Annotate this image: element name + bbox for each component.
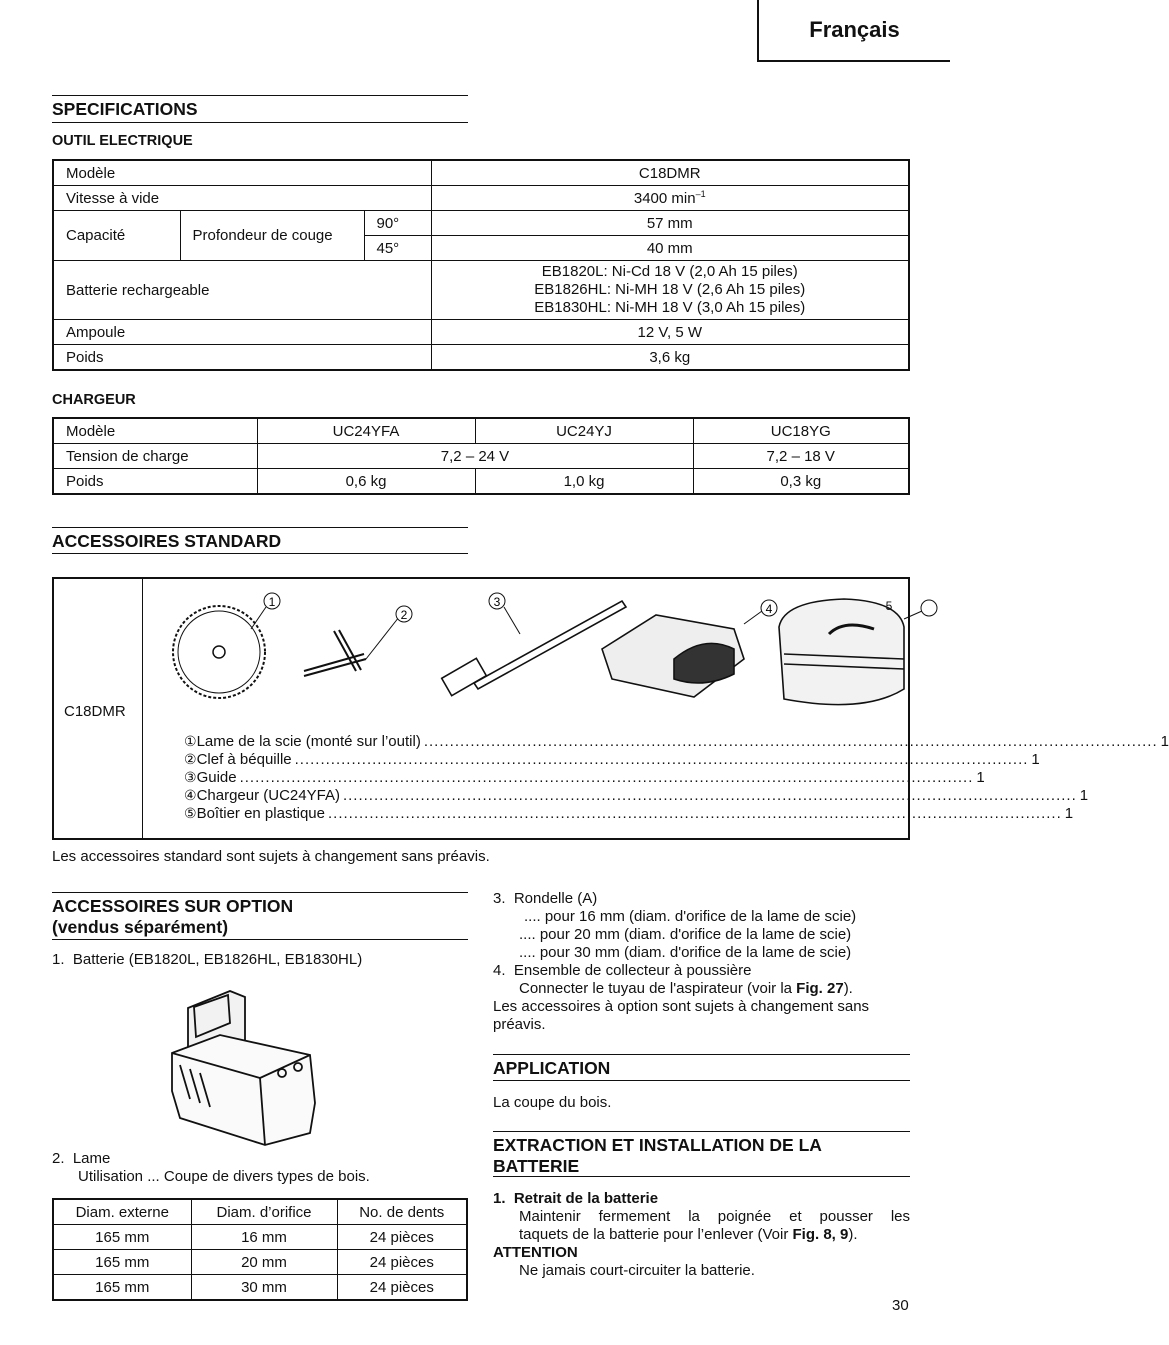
- step-1-line-b: [519, 1226, 858, 1244]
- washer-line: .... pour 20 mm (diam. d'orifice de la lame de scie): [519, 926, 852, 943]
- page-number: 30: [892, 1297, 909, 1314]
- list-item: [184, 733, 1169, 751]
- spec-value: C18DMR: [431, 160, 909, 186]
- callout-5-icon: [921, 600, 937, 616]
- spec-label: Batterie rechargeable: [53, 261, 431, 320]
- model-label: C18DMR: [64, 703, 126, 720]
- fig-reference: Fig. 27: [796, 980, 844, 997]
- application-text: La coupe du bois.: [493, 1094, 612, 1111]
- optional-note: Les accessoires à option sont sujets à changement sans préavis.: [493, 998, 870, 1033]
- language-tab: Français: [757, 0, 950, 62]
- optional-title-line1: ACCESSOIRES SUR OPTION: [52, 896, 294, 916]
- spec-label: Vitesse à vide: [53, 186, 431, 211]
- table-row: [53, 418, 909, 444]
- battery-line: EB1830HL: Ni-MH 18 V (3,0 Ah 15 piles): [534, 299, 806, 316]
- list-item: [184, 805, 1074, 823]
- column-header: No. de dents: [337, 1199, 467, 1225]
- item-label: Lame de la scie (monté sur l’outil): [196, 733, 421, 750]
- item-qty: 1: [1079, 787, 1089, 804]
- leader-dots: ..............................................................................................................................................: [327, 805, 1062, 822]
- callout-1-label: 1: [268, 595, 276, 609]
- table-row: [53, 1250, 467, 1275]
- spec-value: UC24YJ: [475, 418, 693, 444]
- spec-label: Ampoule: [53, 320, 431, 345]
- item-number: ④: [184, 787, 197, 803]
- standard-note: Les accessoires standard sont sujets à changement sans préavis.: [52, 848, 490, 865]
- item-4-text: Connecter le tuyau de l'aspirateur (voir la: [519, 980, 797, 997]
- leader-dots: ..............................................................................................................................................: [423, 733, 1158, 750]
- standard-accessories-box: [52, 577, 1169, 840]
- item-number: ①: [184, 733, 197, 749]
- tool-heading: OUTIL ELECTRIQUE: [52, 133, 193, 149]
- item-number: ③: [184, 769, 197, 785]
- spec-value: 40 mm: [431, 236, 909, 261]
- guide-icon: [442, 601, 626, 696]
- step-1-title: 1. Retrait de la batterie: [493, 1190, 659, 1207]
- spec-value: 7,2 – 24 V: [257, 444, 693, 469]
- spec-value: 57 mm: [431, 211, 909, 236]
- leader-dots: ..............................................................................................................................................: [294, 751, 1029, 768]
- column-header: Diam. externe: [53, 1199, 191, 1225]
- spec-label: Modèle: [53, 418, 257, 444]
- optional-item-1: 1. Batterie (EB1820L, EB1826HL, EB1830HL): [52, 951, 363, 968]
- step-1-end: ).: [848, 1226, 858, 1243]
- standard-title: ACCESSOIRES STANDARD: [52, 527, 468, 554]
- battery-line: EB1826HL: Ni-MH 18 V (2,6 Ah 15 piles): [534, 281, 806, 298]
- spec-value: 0,3 kg: [693, 469, 909, 495]
- step-1-line-a: Maintenir fermement la poignée et pousser les: [519, 1208, 910, 1225]
- model-column: [54, 579, 143, 838]
- spec-label: Modèle: [53, 160, 431, 186]
- washer-line: .... pour 30 mm (diam. d'orifice de la lame de scie): [519, 944, 852, 961]
- optional-item-3: 3. Rondelle (A): [493, 890, 598, 907]
- list-item: [184, 769, 985, 787]
- item-4-end: ).: [843, 980, 853, 997]
- charger-spec-table: [52, 417, 910, 495]
- item-qty: 1: [976, 769, 985, 786]
- item-number: ⑤: [184, 805, 197, 821]
- specs-title: SPECIFICATIONS: [52, 95, 468, 123]
- speed-exponent: –1: [695, 189, 706, 199]
- table-cell: 165 mm: [53, 1250, 191, 1275]
- spec-label: Tension de charge: [53, 444, 257, 469]
- table-cell: 24 pièces: [337, 1275, 467, 1301]
- callout-2-label: 2: [400, 608, 408, 622]
- callout-4-icon: [761, 600, 777, 616]
- callout-2-icon: [396, 606, 412, 622]
- washer-line: .... pour 16 mm (diam. d'orifice de la lame de scie): [524, 908, 857, 925]
- battery-values: [431, 261, 909, 320]
- callout-1-icon: [264, 593, 280, 609]
- table-cell: 16 mm: [191, 1225, 337, 1250]
- table-row: [53, 211, 909, 236]
- column-header: Diam. d’orifice: [191, 1199, 337, 1225]
- table-row: [53, 320, 909, 345]
- table-row: [53, 345, 909, 371]
- item-label: Boîtier en plastique: [196, 805, 325, 822]
- wrench-icon: [304, 617, 399, 676]
- item-qty: 1: [1031, 751, 1040, 768]
- accessory-list: [184, 733, 1169, 823]
- table-cell: 30 mm: [191, 1275, 337, 1301]
- table-cell: 24 pièces: [337, 1225, 467, 1250]
- list-item: [184, 751, 1040, 769]
- charger-icon: [602, 611, 762, 697]
- optional-item-4-text: [519, 980, 853, 998]
- table-row: [53, 1225, 467, 1250]
- table-cell: 24 pièces: [337, 1250, 467, 1275]
- attention-text: Ne jamais court-circuiter la batterie.: [519, 1262, 755, 1279]
- speed-value: 3400 min: [633, 190, 696, 207]
- list-item: [184, 787, 1089, 805]
- leader-dots: ..............................................................................................................................................: [239, 769, 974, 786]
- extraction-title-line1: EXTRACTION ET INSTALLATION DE LA: [493, 1135, 822, 1155]
- optional-item-2: 2. Lame: [52, 1150, 111, 1167]
- battery-line: EB1820L: Ni-Cd 18 V (2,0 Ah 15 piles): [541, 263, 798, 280]
- attention-label: ATTENTION: [493, 1244, 578, 1261]
- optional-item-2-use: Utilisation ... Coupe de divers types de bois.: [78, 1168, 370, 1185]
- saw-blade-icon: [173, 606, 266, 698]
- table-cell: 165 mm: [53, 1275, 191, 1301]
- item-label: Clef à béquille: [196, 751, 292, 768]
- spec-label: Profondeur de couge: [180, 211, 364, 261]
- spec-value: 12 V, 5 W: [431, 320, 909, 345]
- optional-title: [52, 892, 468, 940]
- battery-icon: [160, 983, 325, 1148]
- plastic-case-icon: [779, 599, 922, 705]
- callout-3-label: 3: [493, 595, 501, 609]
- accessories-illustration: [144, 579, 908, 729]
- table-row: [53, 1275, 467, 1301]
- spec-value: [431, 186, 909, 211]
- callout-3-icon: [489, 593, 505, 609]
- spec-label: Capacité: [53, 211, 180, 261]
- tool-spec-table: [52, 159, 910, 371]
- angle-cell: 90°: [364, 211, 431, 236]
- leader-dots: ..............................................................................................................................................: [342, 787, 1077, 804]
- optional-item-4: 4. Ensemble de collecteur à poussière: [493, 962, 752, 979]
- table-row: [53, 444, 909, 469]
- callout-5-label: 5: [885, 599, 893, 613]
- item-qty: 1: [1064, 805, 1074, 822]
- item-qty: 1: [1160, 733, 1169, 750]
- item-label: Chargeur (UC24YFA): [196, 787, 340, 804]
- spec-label: Poids: [53, 345, 431, 371]
- blade-table: [52, 1198, 468, 1301]
- spec-value: 1,0 kg: [475, 469, 693, 495]
- spec-value: 7,2 – 18 V: [693, 444, 909, 469]
- spec-value: 3,6 kg: [431, 345, 909, 371]
- table-row: [53, 469, 909, 495]
- table-row: [53, 261, 909, 320]
- fig-reference: Fig. 8, 9: [792, 1226, 849, 1243]
- optional-title-line2: (vendus séparément): [52, 917, 229, 937]
- step-1-text: taquets de la batterie pour l’enlever (Voir: [519, 1226, 793, 1243]
- charger-heading: CHARGEUR: [52, 392, 136, 408]
- table-row: [53, 160, 909, 186]
- table-cell: 20 mm: [191, 1250, 337, 1275]
- extraction-title: [493, 1131, 910, 1177]
- spec-value: 0,6 kg: [257, 469, 475, 495]
- table-cell: 165 mm: [53, 1225, 191, 1250]
- table-row: [53, 186, 909, 211]
- spec-label: Poids: [53, 469, 257, 495]
- item-number: ②: [184, 751, 197, 767]
- angle-cell: 45°: [364, 236, 431, 261]
- extraction-title-line2: BATTERIE: [493, 1156, 580, 1176]
- callout-4-label: 4: [765, 602, 773, 616]
- application-title: APPLICATION: [493, 1054, 910, 1081]
- spec-value: UC24YFA: [257, 418, 475, 444]
- item-label: Guide: [196, 769, 237, 786]
- spec-value: UC18YG: [693, 418, 909, 444]
- table-row: [53, 1199, 467, 1225]
